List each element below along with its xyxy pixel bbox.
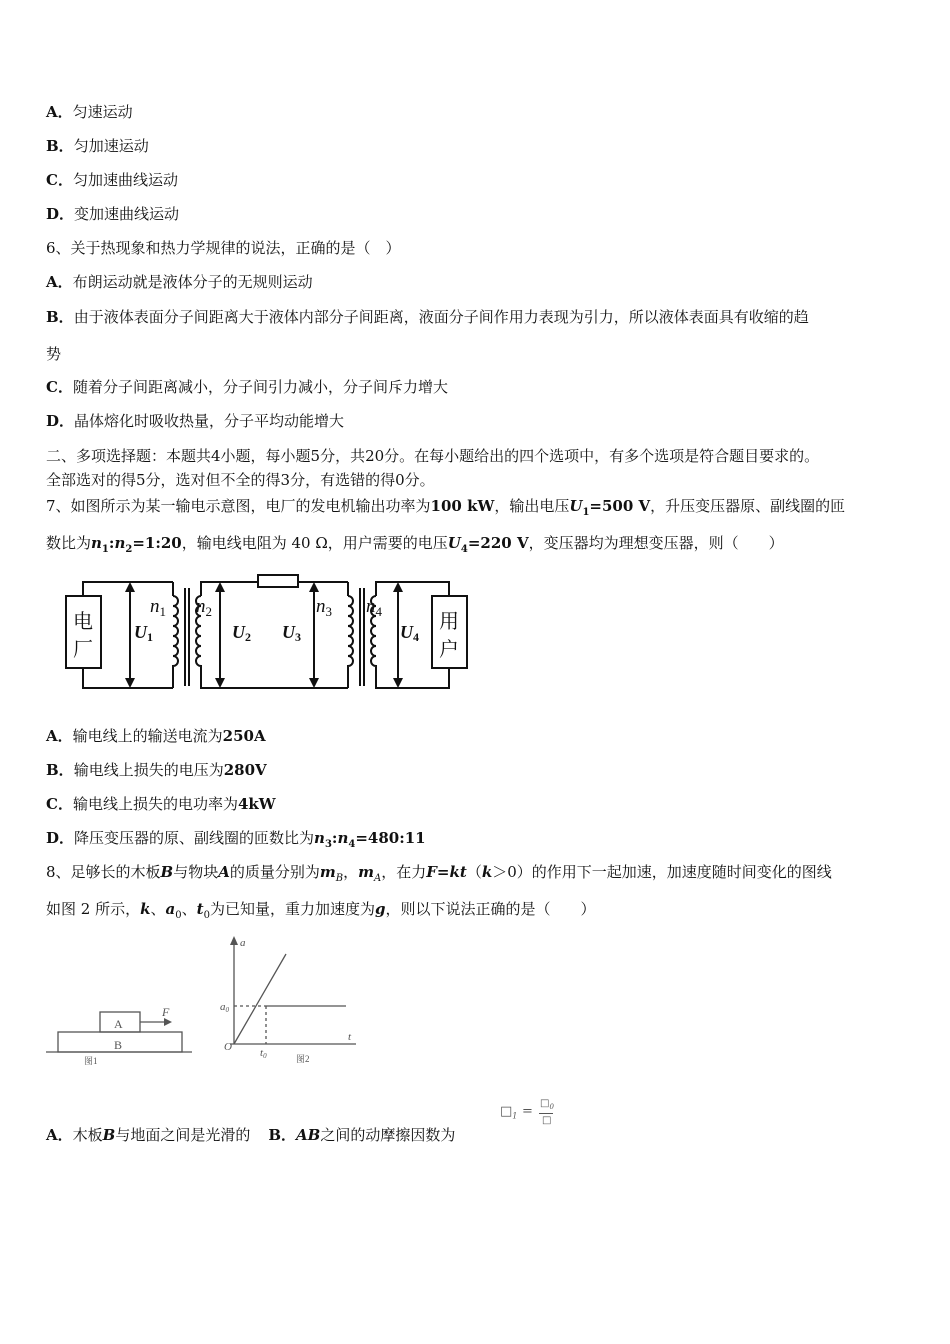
subscript: 3	[324, 839, 332, 850]
option-letter: D．	[46, 205, 75, 223]
option-letter: B．	[46, 308, 74, 326]
option-text: 匀加速运动	[73, 137, 149, 155]
wire	[376, 582, 449, 596]
formula-denominator: □	[542, 1115, 552, 1126]
axis-x-label: t	[348, 1031, 352, 1043]
option-text: 变加速曲线运动	[74, 205, 180, 223]
text: ，输电线电阻为 40 Ω，用户需要的电压	[181, 534, 448, 552]
symbol-ab: AB	[296, 1126, 321, 1144]
formula-eq: =	[522, 1104, 533, 1119]
arrowhead	[215, 678, 225, 688]
subscript: B	[335, 873, 344, 884]
q5-option-c	[46, 170, 178, 190]
text: ，则以下说法正确的是（ ）	[385, 900, 596, 918]
option-letter: D．	[46, 829, 75, 847]
line-steep	[234, 954, 286, 1044]
force-formula: F=kt	[426, 863, 467, 881]
t0-label: t0	[260, 1047, 267, 1060]
option-letter: B．	[46, 137, 74, 155]
plant-label-1: 电	[73, 611, 93, 633]
q6-option-c	[46, 377, 448, 397]
u4-label: U4	[400, 622, 419, 644]
text: （	[466, 863, 482, 881]
fig2-caption: 图2	[296, 1054, 310, 1064]
option-letter: A．	[46, 727, 73, 745]
n1-symbol: n	[91, 534, 102, 552]
symbol-a: A	[218, 863, 230, 881]
arrowhead	[125, 582, 135, 592]
transmission-circuit-diagram	[58, 570, 478, 695]
q6-stem: 6、关于热现象和热力学规律的说法，正确的是（ ）	[46, 239, 401, 257]
text: ，在力	[381, 863, 427, 881]
a0-label: a0	[220, 1001, 229, 1014]
q8-figures	[44, 932, 364, 1068]
subscript: 2	[125, 544, 133, 555]
q6-option-b-cont: 势	[46, 345, 62, 363]
plant-label-2: 厂	[73, 639, 93, 661]
text: ，输出电压	[494, 497, 570, 515]
u2-label: U2	[232, 622, 251, 644]
n2-label: $n_2$	[196, 596, 212, 619]
text: ，	[343, 863, 359, 881]
text: 木板	[72, 1126, 103, 1144]
option-letter: D．	[46, 412, 75, 430]
option-text: 输电线上的输送电流为	[72, 727, 223, 745]
n4-label: $n_4$	[366, 596, 382, 619]
user-label-2: 户	[439, 639, 459, 661]
text: 、	[181, 900, 197, 918]
mb-symbol: m	[319, 863, 336, 881]
q7-stem-line2	[46, 533, 784, 560]
q6-option-d	[46, 411, 344, 431]
n2-symbol: n	[114, 534, 126, 552]
text: 与地面之间是光滑的	[115, 1126, 251, 1144]
option-letter: C．	[46, 378, 73, 396]
arrowhead	[309, 678, 319, 688]
option-text: 匀加速曲线运动	[72, 171, 178, 189]
formula-numerator: $□_0$	[540, 1098, 554, 1111]
n4-symbol: n	[337, 829, 349, 847]
force-label: F	[162, 1005, 170, 1019]
u1-label: U1	[134, 622, 153, 644]
colon: :	[331, 829, 338, 847]
formula-lhs: $□_1$	[500, 1104, 518, 1121]
q7-option-b	[46, 760, 267, 780]
option-text: 输电线上损失的电压为	[73, 761, 224, 779]
coil-n1	[173, 596, 178, 672]
wire	[376, 668, 449, 688]
option-text: 匀速运动	[72, 103, 133, 121]
text: ，变压器均为理想变压器，则（ ）	[528, 534, 784, 552]
text: 与物块	[173, 863, 219, 881]
arrowhead	[215, 582, 225, 592]
n3-label: $n_3$	[316, 596, 332, 619]
option-text: 晶体熔化时吸收热量，分子平均动能增大	[74, 412, 345, 430]
q5-option-b	[46, 136, 149, 156]
u4-value: =220 V	[467, 534, 529, 552]
subscript: 0	[203, 910, 210, 921]
q6-option-b	[46, 307, 809, 327]
subscript: 1	[101, 544, 109, 555]
option-value: 280V	[223, 761, 267, 779]
q7-option-d	[46, 828, 426, 855]
option-letter: A．	[46, 103, 73, 121]
subscript: A	[374, 873, 382, 884]
axis-y-label: a	[240, 937, 246, 949]
symbol-b: B	[102, 1126, 116, 1144]
text: 之间的动摩擦因数为	[320, 1126, 456, 1144]
symbol-k: k	[481, 863, 493, 881]
block-a-label: A	[114, 1017, 123, 1031]
ratio-value: =1:20	[132, 534, 182, 552]
q7-option-c	[46, 794, 276, 814]
symbol-b: B	[160, 863, 174, 881]
text: 8、足够长的木板	[46, 863, 161, 881]
section2-line1: 二、多项选择题：本题共4小题，每小题5分，共20分。在每小题给出的四个选项中，有多个选项是符合题目要求的。	[46, 447, 820, 465]
option-letter: A．	[46, 1126, 73, 1144]
q7-option-a	[46, 726, 266, 746]
text: 7、如图所示为某一输电示意图，电厂的发电机输出功率为	[46, 497, 431, 515]
subscript: 4	[348, 839, 356, 850]
option-text: 由于液体表面分子间距离大于液体内部分子间距离，液面分子间作用力表现为引力，所以液体表面具有收缩的趋	[73, 308, 809, 326]
option-letter: C．	[46, 171, 73, 189]
option-letter: A．	[46, 273, 73, 291]
force-arrowhead	[164, 1018, 172, 1026]
coil-n3	[348, 596, 353, 672]
ma-symbol: m	[358, 863, 375, 881]
t0-symbol: t	[196, 900, 204, 918]
option-letter: C．	[46, 795, 73, 813]
q6-option-a	[46, 272, 313, 292]
option-text: 输电线上损失的电功率为	[72, 795, 238, 813]
option-letter: B．	[46, 761, 74, 779]
u4-symbol: U	[447, 534, 461, 552]
a0-symbol: a	[165, 900, 176, 918]
option-value: =480:11	[355, 829, 426, 847]
q8-stem-line2	[46, 899, 595, 926]
text: ＞0）的作用下一起加速，加速度随时间变化的图线	[492, 863, 832, 881]
option-text: 降压变压器的原、副线圈的匝数比为	[74, 829, 315, 847]
symbol-g: g	[374, 900, 386, 918]
option-letter: B．	[268, 1126, 297, 1144]
line-resistor	[258, 575, 298, 587]
option-text: 布朗运动就是液体分子的无规则运动	[72, 273, 313, 291]
n1-label: $n_1$	[150, 596, 166, 619]
arrowhead	[309, 582, 319, 592]
colon: :	[108, 534, 115, 552]
arrowhead	[393, 582, 403, 592]
q5-option-a	[46, 102, 133, 122]
user-label-1: 用	[439, 611, 459, 633]
power-value: 100 kW	[430, 497, 495, 515]
symbol-k: k	[140, 900, 151, 918]
option-text: 随着分子间距离减小，分子间引力减小，分子间斥力增大	[72, 378, 448, 396]
text: ，升压变压器原、副线圈的匝	[650, 497, 846, 515]
n3-symbol: n	[314, 829, 325, 847]
text: 、	[150, 900, 166, 918]
arrowhead	[125, 678, 135, 688]
wire	[201, 582, 258, 596]
option-value: 4kW	[237, 795, 276, 813]
u3-label: U3	[282, 622, 301, 644]
text: 的质量分别为	[229, 863, 320, 881]
subscript: 4	[460, 544, 468, 555]
q8-stem-line1	[46, 862, 832, 889]
q7-stem-line1	[46, 496, 845, 523]
y-axis-arrowhead	[230, 936, 238, 945]
fraction-bar	[539, 1113, 553, 1114]
text: 为已知量，重力加速度为	[209, 900, 375, 918]
option-value: 250A	[222, 727, 266, 745]
q5-option-d	[46, 204, 179, 224]
q8-options-ab	[46, 1125, 455, 1145]
text: 如图 2 所示，	[46, 900, 141, 918]
subscript: 0	[175, 910, 182, 921]
u1-symbol: U	[569, 497, 583, 515]
block-b-label: B	[114, 1038, 123, 1052]
arrowhead	[393, 678, 403, 688]
section2-line2: 全部选对的得5分，选对但不全的得3分，有选错的得0分。	[46, 471, 435, 489]
origin-label: O	[224, 1041, 232, 1053]
fig1-caption: 图1	[84, 1056, 98, 1066]
subscript: 1	[582, 507, 590, 518]
text: 数比为	[46, 534, 92, 552]
u1-value: =500 V	[589, 497, 651, 515]
